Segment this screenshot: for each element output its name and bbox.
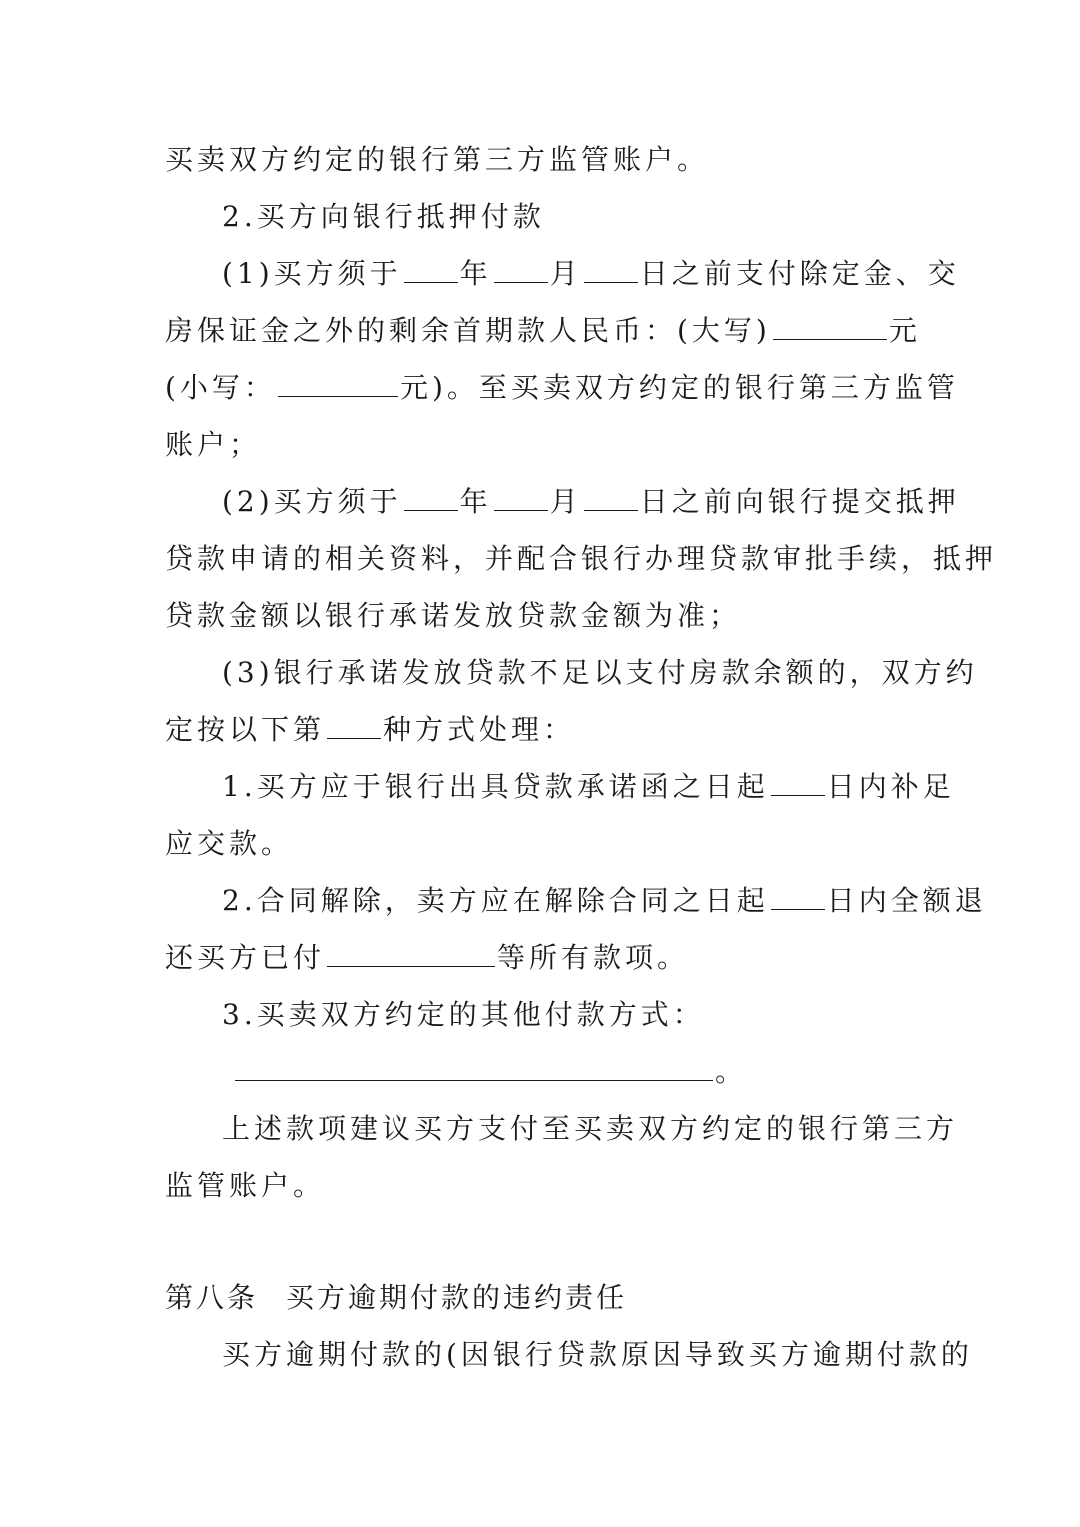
text-line [222,1109,982,1149]
text: 元 [888,314,921,347]
option-1-line [222,767,982,807]
text: 年 [459,257,492,290]
option-3-line [222,995,982,1035]
text: 2.买方向银行抵押付款 [222,200,545,233]
text: 2.合同解除，卖方应在解除合同之日起 [222,884,769,917]
day-blank [584,484,638,511]
other-method-blank [235,1054,713,1081]
article-8-heading [165,1278,925,1318]
day-blank [584,256,638,283]
text: 监管账户。 [165,1169,326,1202]
text: 贷款金额以银行承诺发放贷款金额为准； [165,599,742,632]
text: 日内补足 [826,770,955,803]
paid-amount-blank [327,940,495,967]
text: 贷款申请的相关资料，并配合银行办理贷款审批手续，抵押 [165,542,998,575]
text: 上述款项建议买方支付至买卖双方约定的银行第三方 [222,1112,959,1145]
section-heading-mortgage-payment [222,197,982,237]
text: 。 [715,1055,748,1088]
text-line [165,311,925,351]
clause-2-line [222,482,982,522]
text: 种方式处理： [383,713,576,746]
text: (3)银行承诺发放贷款不足以支付房款余额的，双方约 [222,656,978,689]
text-line [165,140,925,180]
text-line [165,938,925,978]
text: 年 [459,485,492,518]
option-number-blank [327,712,381,739]
year-blank [404,256,458,283]
text: 等所有款项。 [497,941,690,974]
text: 还买方已付 [165,941,326,974]
clause-1-line [222,254,982,294]
text-line [165,596,925,636]
text: 买方逾期付款的(因银行贷款原因导致买方逾期付款的 [222,1338,973,1371]
text-line [222,1335,982,1375]
text: 应交款。 [165,827,294,860]
month-blank [494,256,548,283]
text-line [165,368,959,408]
text: 3.买卖双方约定的其他付款方式： [222,998,705,1031]
days-blank [771,883,825,910]
year-blank [404,484,458,511]
days-blank [771,769,825,796]
text: 月 [549,257,582,290]
text: 月 [549,485,582,518]
text: (2)买方须于 [222,485,402,518]
month-blank [494,484,548,511]
text: 账户； [165,428,262,461]
text: 买卖双方约定的银行第三方监管账户。 [165,143,710,176]
amount-number-blank [278,370,398,397]
text: 定按以下第 [165,713,326,746]
article-number: 第八条 [165,1281,259,1314]
text: 日内全额退 [826,884,987,917]
text-line [165,1166,925,1206]
text: 元)。至买卖双方约定的银行第三方监管 [399,371,959,404]
text-line [165,425,925,465]
text-line [165,824,925,864]
option-2-line [222,881,987,921]
other-method-line [235,1052,995,1092]
text: (小写： [165,371,276,404]
text: 1.买方应于银行出具贷款承诺函之日起 [222,770,769,803]
article-title: 买方逾期付款的违约责任 [286,1281,628,1314]
amount-uppercase-blank [773,313,887,340]
text-line [165,539,998,579]
text: 日之前支付除定金、交 [639,257,960,290]
clause-3-line [222,653,982,693]
text: 日之前向银行提交抵押 [639,485,960,518]
text-line [165,710,925,750]
text: 房保证金之外的剩余首期款人民币：(大写) [165,314,771,347]
text: (1)买方须于 [222,257,402,290]
